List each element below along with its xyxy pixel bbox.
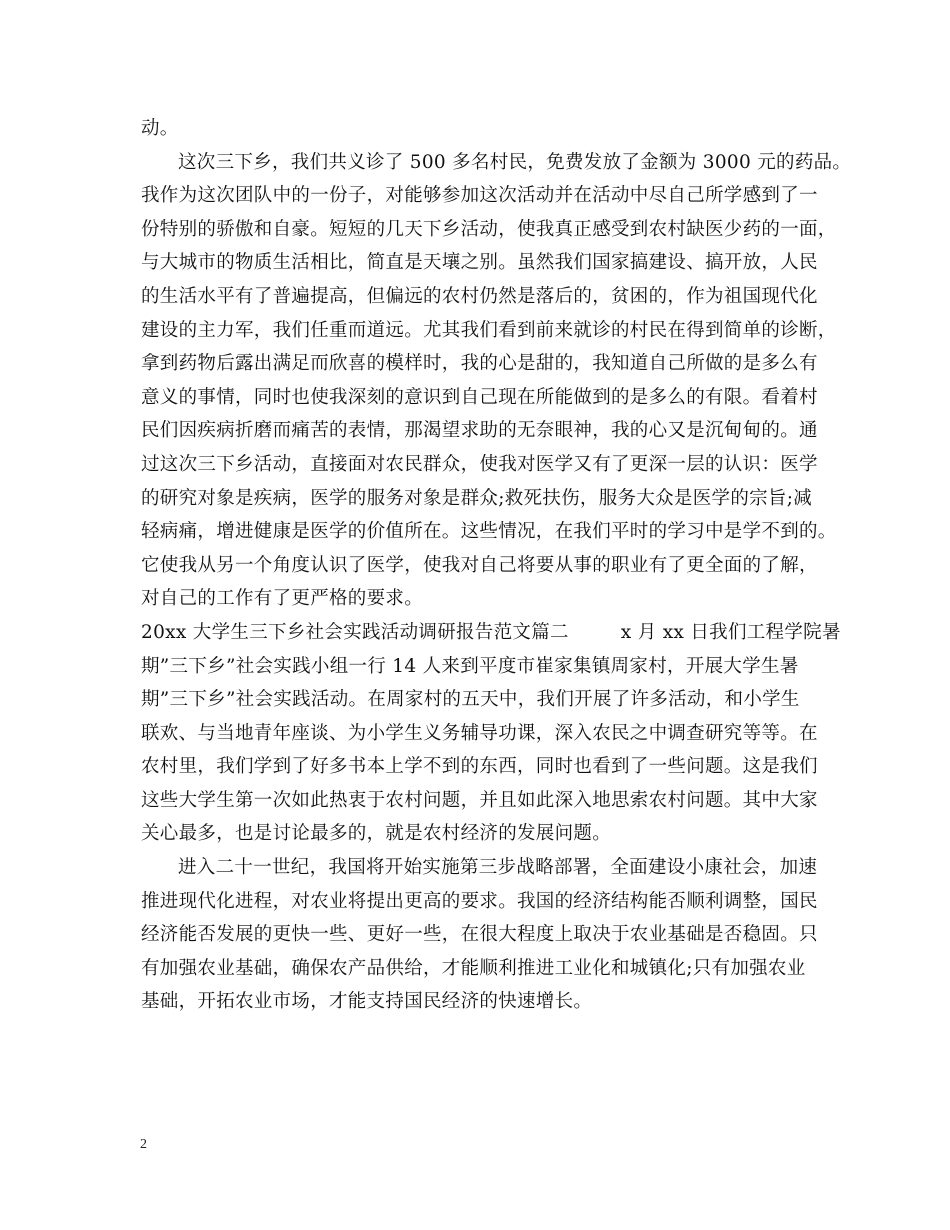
text-line: 经济能否发展的更快一些、更好一些，在很大程度上取决于农业基础是否稳固。只 (141, 924, 818, 946)
text-line: 期”三下乡”社会实践活动。在周家村的五天中，我们开展了许多活动，和小学生 (141, 689, 800, 711)
section-heading-continuation: x 月 xx 日我们工程学院暑 (620, 621, 841, 643)
text-line: 农村里，我们学到了好多书本上学不到的东西，同时也看到了一些问题。这是我们 (141, 756, 818, 778)
text-line: 进入二十一世纪，我国将开始实施第三步战略部署，全面建设小康社会，加速 (178, 857, 818, 879)
text-line: 的研究对象是疾病，医学的服务对象是群众;救死扶伤，服务大众是医学的宗旨;减 (141, 487, 813, 509)
text-line: 的生活水平有了普遍提高，但偏远的农村仍然是落后的，贫困的，作为祖国现代化 (141, 285, 818, 307)
paragraph-medical-service (141, 146, 852, 616)
text-line: 它使我从另一个角度认识了医学，使我对自己将要从事的职业有了更全面的了解， (141, 554, 818, 576)
text-line: 联欢、与当地青年座谈、为小学生义务辅导功课，深入农民之中调查研究等等。在 (141, 722, 818, 744)
text-line: 对自己的工作有了更严格的要求。 (141, 588, 424, 610)
text-line: 关心最多，也是讨论最多的，就是农村经济的发展问题。 (141, 823, 612, 845)
section-heading (141, 616, 841, 650)
text-line: 份特别的骄傲和自豪。短短的几天下乡活动，使我真正感受到农村缺医少药的一面， (141, 218, 837, 240)
text-line: 拿到药物后露出满足而欣喜的模样时，我的心是甜的，我知道自己所做的是多么有 (141, 353, 818, 375)
text-line: 过这次三下乡活动，直接面对农民群众，使我对医学又有了更深一层的认识：医学 (141, 453, 818, 475)
paragraph-agriculture (141, 851, 831, 1019)
text-line: 这次三下乡，我们共义诊了 500 多名村民，免费发放了金额为 3000 元的药品。 (178, 151, 852, 173)
text-line: 推进现代化进程，对农业将提出更高的要求。我国的经济结构能否顺利调整，国民 (141, 890, 818, 912)
text-line: 轻病痛，增进健康是医学的价值所在。这些情况，在我们平时的学习中是学不到的。 (141, 521, 837, 543)
text-line: 我作为这次团队中的一份子，对能够参加这次活动并在活动中尽自己所学感到了一 (141, 185, 818, 207)
text-line: 有加强农业基础，确保农产品供给，才能顺利推进工业化和城镇化;只有加强农业 (141, 957, 806, 979)
text-line: 意义的事情，同时也使我深刻的意识到自己现在所能做到的是多么的有限。看着村 (141, 386, 818, 408)
document-page (141, 112, 852, 1019)
section-title: 20xx 大学生三下乡社会实践活动调研报告范文篇二 (141, 621, 569, 643)
page-number: 2 (140, 1137, 147, 1152)
paragraph-village-activities (141, 650, 831, 852)
text-line: 动。 (141, 118, 179, 139)
text-line: 与大城市的物质生活相比，简直是天壤之别。虽然我们国家搞建设、搞开放，人民 (141, 252, 818, 274)
text-line: 民们因疾病折磨而痛苦的表情，那渴望求助的无奈眼神，我的心又是沉甸甸的。通 (141, 420, 818, 442)
text-line: 期”三下乡”社会实践小组一行 14 人来到平度市崔家集镇周家村，开展大学生暑 (141, 655, 799, 677)
text-line: 基础，开拓农业市场，才能支持国民经济的快速增长。 (141, 991, 593, 1013)
text-line: 建设的主力军，我们任重而道远。尤其我们看到前来就诊的村民在得到简单的诊断， (141, 319, 837, 341)
text-line: 这些大学生第一次如此热衷于农村问题，并且如此深入地思索农村问题。其中大家 (141, 789, 818, 811)
